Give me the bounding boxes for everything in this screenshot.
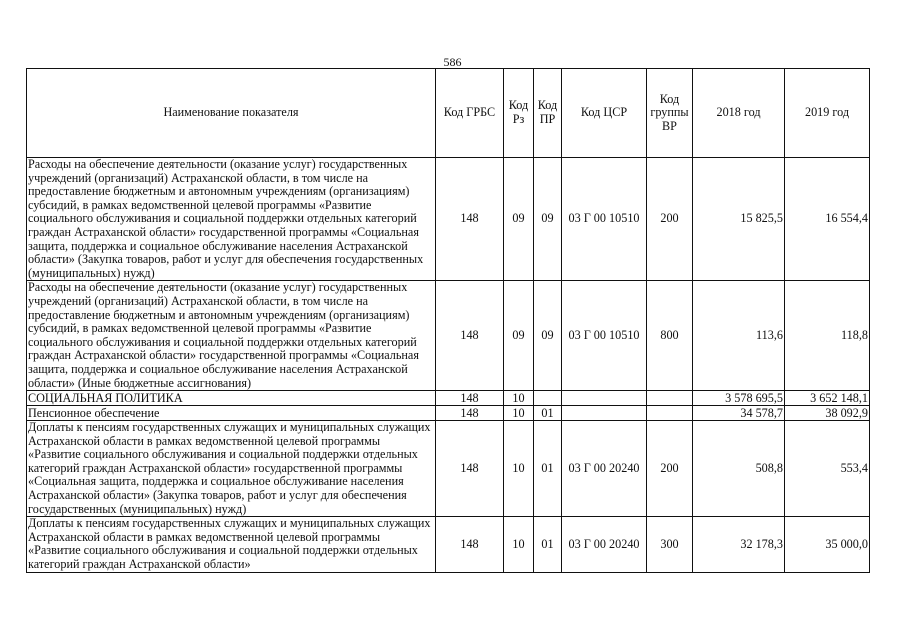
- row-pr: 09: [534, 281, 562, 391]
- header-vr: [647, 69, 693, 158]
- row-2019: 3 652 148,1: [785, 391, 870, 406]
- row-2019: 35 000,0: [785, 517, 870, 572]
- table-row: [27, 517, 870, 572]
- row-csr: [562, 391, 647, 406]
- row-name: Пенсионное обеспечение: [27, 406, 436, 421]
- table-row: [27, 391, 870, 406]
- row-rz: 09: [504, 281, 534, 391]
- row-name: Расходы на обеспечение деятельности (оказание услуг) государственных учреждений (организаций) Астраханской области, в том числе на предоставление бюджетным и автономным учреждениям (организациям) субсидий, в рамках ведомственной целевой программы «Развитие социального обслуживания и социальной поддержки отдельных категорий граждан Астраханской области» государственной программы «Социальная защита, поддержка и социальное обслуживание населения Астраханской области» (Закупка товаров, работ и услуг для обеспечения государственных (муниципальных) нужд): [27, 158, 436, 281]
- header-grbs: Код ГРБС: [436, 69, 504, 158]
- row-grbs: 148: [436, 421, 504, 517]
- header-vr-line: Код: [659, 91, 680, 106]
- row-2018: 508,8: [693, 421, 785, 517]
- row-csr: 03 Г 00 20240: [562, 421, 647, 517]
- row-2018: 15 825,5: [693, 158, 785, 281]
- row-pr: [534, 391, 562, 406]
- header-rz-line: Рз: [512, 112, 525, 126]
- row-vr: 200: [647, 421, 693, 517]
- table-row: [27, 406, 870, 421]
- row-csr: 03 Г 00 10510: [562, 158, 647, 281]
- row-vr: [647, 391, 693, 406]
- header-pr-line: Код: [537, 98, 558, 113]
- row-csr: 03 Г 00 10510: [562, 281, 647, 391]
- row-pr: 01: [534, 421, 562, 517]
- row-name: Доплаты к пенсиям государственных служащих и муниципальных служащих Астраханской области в рамках ведомственной целевой программы «Развитие социального обслуживания и социальной поддержки отдельных категорий граждан Астраханской области»: [27, 517, 436, 572]
- table-row: [27, 281, 870, 391]
- page-number: 586: [443, 55, 462, 69]
- row-name: Доплаты к пенсиям государственных служащих и муниципальных служащих Астраханской области в рамках ведомственной целевой программы «Развитие социального обслуживания и социальной поддержки отдельных категорий граждан Астраханской области» государственной программы «Социальная защита, поддержка и социальное обслуживание населения Астраханской области» (Закупка товаров, работ и услуг для обеспечения государственных (муниципальных) нужд): [27, 421, 436, 517]
- row-pr: 09: [534, 158, 562, 281]
- header-pr: [534, 69, 562, 158]
- row-2018: 3 578 695,5: [693, 391, 785, 406]
- row-csr: 03 Г 00 20240: [562, 517, 647, 572]
- header-rz: [504, 69, 534, 158]
- row-grbs: 148: [436, 158, 504, 281]
- header-csr: Код ЦСР: [562, 69, 647, 158]
- row-2019: 118,8: [785, 281, 870, 391]
- header-vr-line: ВР: [662, 118, 677, 133]
- row-grbs: 148: [436, 391, 504, 406]
- row-rz: 10: [504, 391, 534, 406]
- header-2018: 2018 год: [693, 69, 785, 158]
- row-rz: 09: [504, 158, 534, 281]
- budget-table: [26, 68, 870, 573]
- header-row: [27, 69, 870, 158]
- table-row: [27, 421, 870, 517]
- row-2018: 34 578,7: [693, 406, 785, 421]
- row-pr: 01: [534, 406, 562, 421]
- row-vr: 300: [647, 517, 693, 572]
- row-2018: 113,6: [693, 281, 785, 391]
- row-rz: 10: [504, 421, 534, 517]
- header-rz-line: Код: [508, 98, 529, 113]
- row-rz: 10: [504, 517, 534, 572]
- row-csr: [562, 406, 647, 421]
- table-row: [27, 158, 870, 281]
- header-pr-line: ПР: [539, 112, 556, 126]
- row-grbs: 148: [436, 281, 504, 391]
- row-name: СОЦИАЛЬНАЯ ПОЛИТИКА: [27, 391, 436, 406]
- header-2019: 2019 год: [785, 69, 870, 158]
- row-2019: 16 554,4: [785, 158, 870, 281]
- row-2018: 32 178,3: [693, 517, 785, 572]
- header-name: Наименование показателя: [27, 69, 436, 158]
- row-2019: 553,4: [785, 421, 870, 517]
- row-2019: 38 092,9: [785, 406, 870, 421]
- row-rz: 10: [504, 406, 534, 421]
- row-name: Расходы на обеспечение деятельности (оказание услуг) государственных учреждений (организаций) Астраханской области, в том числе на предоставление бюджетным и автономным учреждениям (организациям) субсидий, в рамках ведомственной целевой программы «Развитие социального обслуживания и социальной поддержки отдельных категорий граждан Астраханской области» государственной программы «Социальная защита, поддержка и социальное обслуживание населения Астраханской области» (Иные бюджетные ассигнования): [27, 281, 436, 391]
- header-vr-line: группы: [650, 105, 689, 120]
- row-pr: 01: [534, 517, 562, 572]
- row-grbs: 148: [436, 406, 504, 421]
- row-vr: 800: [647, 281, 693, 391]
- row-grbs: 148: [436, 517, 504, 572]
- row-vr: 200: [647, 158, 693, 281]
- row-vr: [647, 406, 693, 421]
